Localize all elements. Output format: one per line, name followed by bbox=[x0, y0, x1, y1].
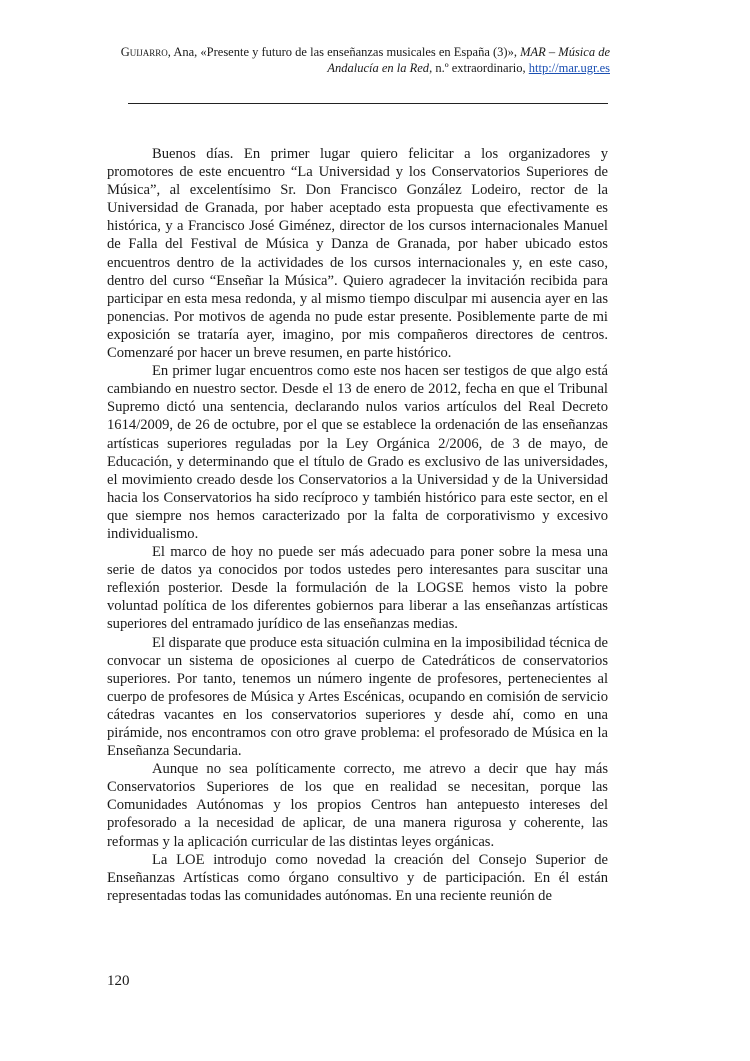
article-citation: , Ana, «Presente y futuro de las enseñanzas musicales en España (3)», bbox=[167, 45, 521, 59]
paragraph-1: Buenos días. En primer lugar quiero felicitar a los organizadores y promotores de este encuentro “La Universidad y los Conservatorios Superiores de Música”, al excelentísimo Sr. Don Francisco González Lodeiro, rector de la Universidad de Granada, por haber aceptado esta propuesta que efectivamente es histórica, y a Francisco José Giménez, director de los cursos internacionales Manuel de Falla del Festival de Música y Danza de Granada, por haber ubicado estos encuentros dentro de la actividades de los cursos internacionales y, en este caso, dentro del curso “Enseñar la Música”. Quiero agradecer la invitación recibida para participar en esta mesa redonda, y al mismo tiempo disculpar mi ausencia ayer en las ponencias. Por motivos de agenda no pude estar presente. Posiblemente parte de mi exposición se trataría ayer, imagino, por mis compañeros directores de centros. Comenzaré por hacer un breve resumen, en parte histórico. bbox=[107, 146, 608, 362]
paragraph-6: La LOE introdujo como novedad la creación del Consejo Superior de Enseñanzas Artísticas como órgano consultivo y de participación. En él están representadas todas las comunidades autónomas. En una reciente reunión de bbox=[107, 851, 608, 904]
paragraph-5: Aunque no sea políticamente correcto, me atrevo a decir que hay más Conservatorios Superiores de los que en realidad se necesitan, porque las Comunidades Autónomas y los propios Centros han antepuesto intereses del profesorado a la necesidad de aplicar, de una manera rigurosa y coherente, las reformas y la aplicación curricular de las distintas leyes orgánicas. bbox=[107, 761, 608, 850]
paragraph-2: En primer lugar encuentros como este nos hacen ser testigos de que algo está cambiando en nuestro sector. Desde el 13 de enero de 2012, fecha en que el Tribunal Supremo dictó una sentencia, declarando nulos varios artículos del Real Decreto 1614/2009, de 26 de octubre, por el que se establece la ordenación de las enseñanzas artísticas superiores reguladas por la Ley Orgánica 2/2006, de 3 de mayo, de Educación, y determinando que el título de Grado es exclusivo de las universidades, el movimiento creado desde los Conservatorios a la Universidad y de la Universidad hacia los Conservatorios ha sido recíproco y también histórico para este sector, en el que siempre nos hemos caracterizado por la falta de corporativismo y excesivo individualismo. bbox=[107, 363, 608, 542]
header-divider bbox=[128, 103, 608, 104]
issue-label: , n.º extraordinario, bbox=[429, 61, 529, 75]
author-surname: Guijarro bbox=[120, 45, 168, 59]
page-number: 120 bbox=[107, 973, 130, 989]
paragraph-4: El disparate que produce esta situación culmina en la imposibilidad técnica de convocar un sistema de oposiciones al cuerpo de Catedráticos de conservatorios superiores. Por tanto, tenemos un número ingente de profesores, pertenecientes al cuerpo de profesores de Música y Artes Escénicas, ocupando en comisión de servicio cátedras vacantes en los conservatorios superiores y desde ahí, como en una pirámide, nos encontramos con otro grave problema: el profesorado de Música en la Enseñanza Secundaria. bbox=[107, 634, 608, 760]
journal-title: MAR – Música de Andalucía en la Red bbox=[327, 45, 610, 75]
article-body bbox=[107, 145, 608, 905]
paragraph-3: El marco de hoy no puede ser más adecuado para poner sobre la mesa una serie de datos ya conocidos por todos ustedes pero interesantes para suscitar una reflexión posterior. Desde la formulación de la LOGSE hemos visto la pobre voluntad política de los diferentes gobiernos para liberar a las enseñanzas artísticas superiores del entramado jurídico de las enseñanzas medias. bbox=[107, 544, 608, 633]
running-header bbox=[90, 44, 610, 76]
journal-url-link[interactable]: http://mar.ugr.es bbox=[528, 61, 610, 75]
